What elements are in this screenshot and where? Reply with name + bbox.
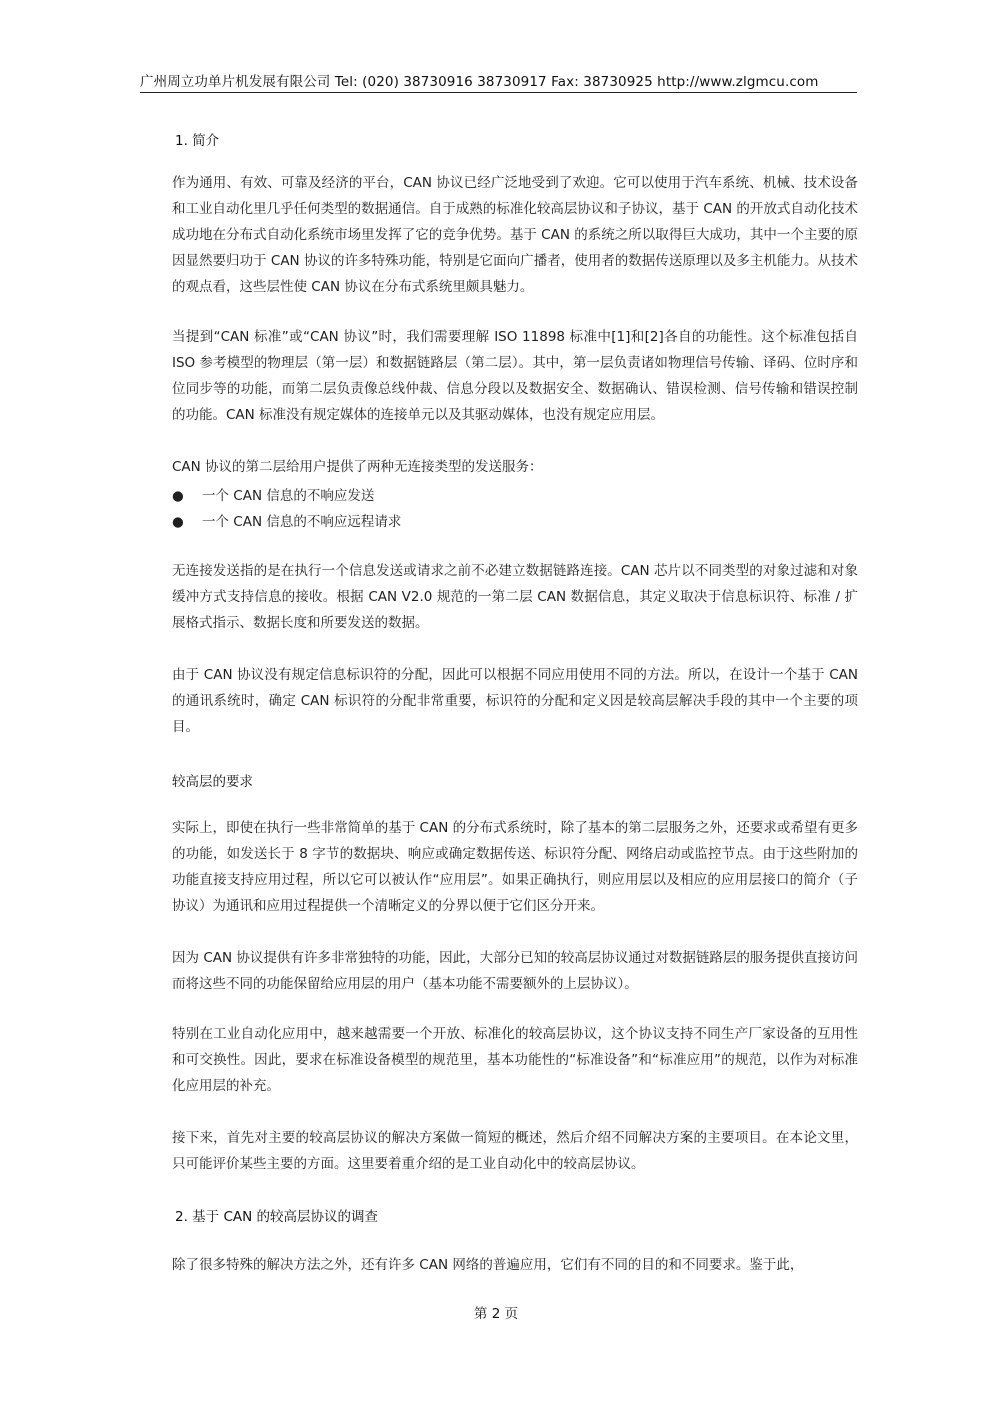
section-1-title: 1. 简介 <box>175 133 220 149</box>
paragraph-survey: 除了很多特殊的解决方法之外，还有许多 CAN 网络的普遍应用，它们有不同的目的和不同要求。鉴于此， <box>172 1257 804 1273</box>
list-item-text: 一个 CAN 信息的不响应发送 <box>202 488 375 504</box>
paragraph-connectionless: 无连接发送指的是在执行一个信息发送或请求之前不必建立数据链路连接。CAN 芯片以不同类型的对象过滤和对象缓冲方式支持信息的接收。根据 CAN V2.0 规范的一第二层 CAN 数据信息，其定义取决于信息标识符、标准 / 扩展格式指示、数据长度和所要发送的数据。 <box>172 563 858 631</box>
paragraph-features: 因为 CAN 协议提供有许多非常独特的功能，因此，大部分已知的较高层协议通过对数据链路层的服务提供直接访问而将这些不同的功能保留给应用层的用户（基本功能不需要额外的上层协议）。 <box>172 950 858 992</box>
list-item-text: 一个 CAN 信息的不响应远程请求 <box>202 514 402 530</box>
bullet-icon: ● <box>172 488 184 504</box>
header-divider <box>140 92 857 93</box>
page-header: 广州周立功单片机发展有限公司 Tel: (020) 38730916 38730917 Fax: 38730925 http://www.zlgmcu.com <box>140 74 819 90</box>
paragraph-industrial: 特别在工业自动化应用中，越来越需要一个开放、标准化的较高层协议，这个协议支持不同生产厂家设备的互用性和可交换性。因此，要求在标准设备模型的规范里，基本功能性的“标准设备”和“标准应用”的规范，以作为对标准化应用层的补充。 <box>172 1026 858 1094</box>
paragraph-requirements: 实际上，即使在执行一些非常简单的基于 CAN 的分布式系统时，除了基本的第二层服务之外，还要求或希望有更多的功能，如发送长于 8 字节的数据块、响应或确定数据传送、标识符分配、网络启动或监控节点。由于这些附加的功能直接支持应用过程，所以它可以被认作“应用层”。如果正确执行，则应用层以及相应的应用层接口的简介（子协议）为通讯和应用过程提供一个清晰定义的分界以便于它们区分开来。 <box>172 820 858 914</box>
list-item <box>172 510 401 530</box>
paragraph-identifier: 由于 CAN 协议没有规定信息标识符的分配，因此可以根据不同应用使用不同的方法。所以，在设计一个基于 CAN 的通讯系统时，确定 CAN 标识符的分配非常重要，标识符的分配和定义因是较高层解决手段的其中一个主要的项目。 <box>172 667 858 735</box>
paragraph-services-intro: CAN 协议的第二层给用户提供了两种无连接类型的发送服务： <box>172 459 543 475</box>
section-2-title: 2. 基于 CAN 的较高层协议的调查 <box>175 1209 379 1225</box>
bullet-icon: ● <box>172 514 184 530</box>
paragraph-overview: 接下来，首先对主要的较高层协议的解决方案做一简短的概述，然后介绍不同解决方案的主要项目。在本论文里，只可能评价某些主要的方面。这里要着重介绍的是工业自动化中的较高层协议。 <box>172 1130 858 1172</box>
list-item <box>172 484 374 504</box>
page-number: 第 2 页 <box>473 1306 519 1322</box>
paragraph-intro: 作为通用、有效、可靠及经济的平台，CAN 协议已经广泛地受到了欢迎。它可以使用于汽车系统、机械、技术设备和工业自动化里几乎任何类型的数据通信。自于成熟的标准化较高层协议和子协议，基于 CAN 的开放式自动化技术成功地在分布式自动化系统市场里发挥了它的竞争优势。基于 CAN 的系统之所以取得巨大成功，其中一个主要的原因显然要归功于 CAN 协议的许多特殊功能，特别是它面向广播者，使用者的数据传送原理以及多主机能力。从技术的观点看，这些层性使 CAN 协议在分布式系统里颇具魅力。 <box>172 175 858 295</box>
paragraph-can-standard: 当提到“CAN 标准”或“CAN 协议”时，我们需要理解 ISO 11898 标准中[1]和[2]各自的功能性。这个标准包括自 ISO 参考模型的物理层（第一层）和数据链路层（第二层）。其中，第一层负责诸如物理信号传输、译码、位时序和位同步等的功能，而第二层负责像总线仲裁、信息分段以及数据安全、数据确认、错误检测、信号传输和错误控制的功能。CAN 标准没有规定媒体的连接单元以及其驱动媒体，也没有规定应用层。 <box>172 329 858 423</box>
subheading-higher-layer: 较高层的要求 <box>172 774 253 790</box>
